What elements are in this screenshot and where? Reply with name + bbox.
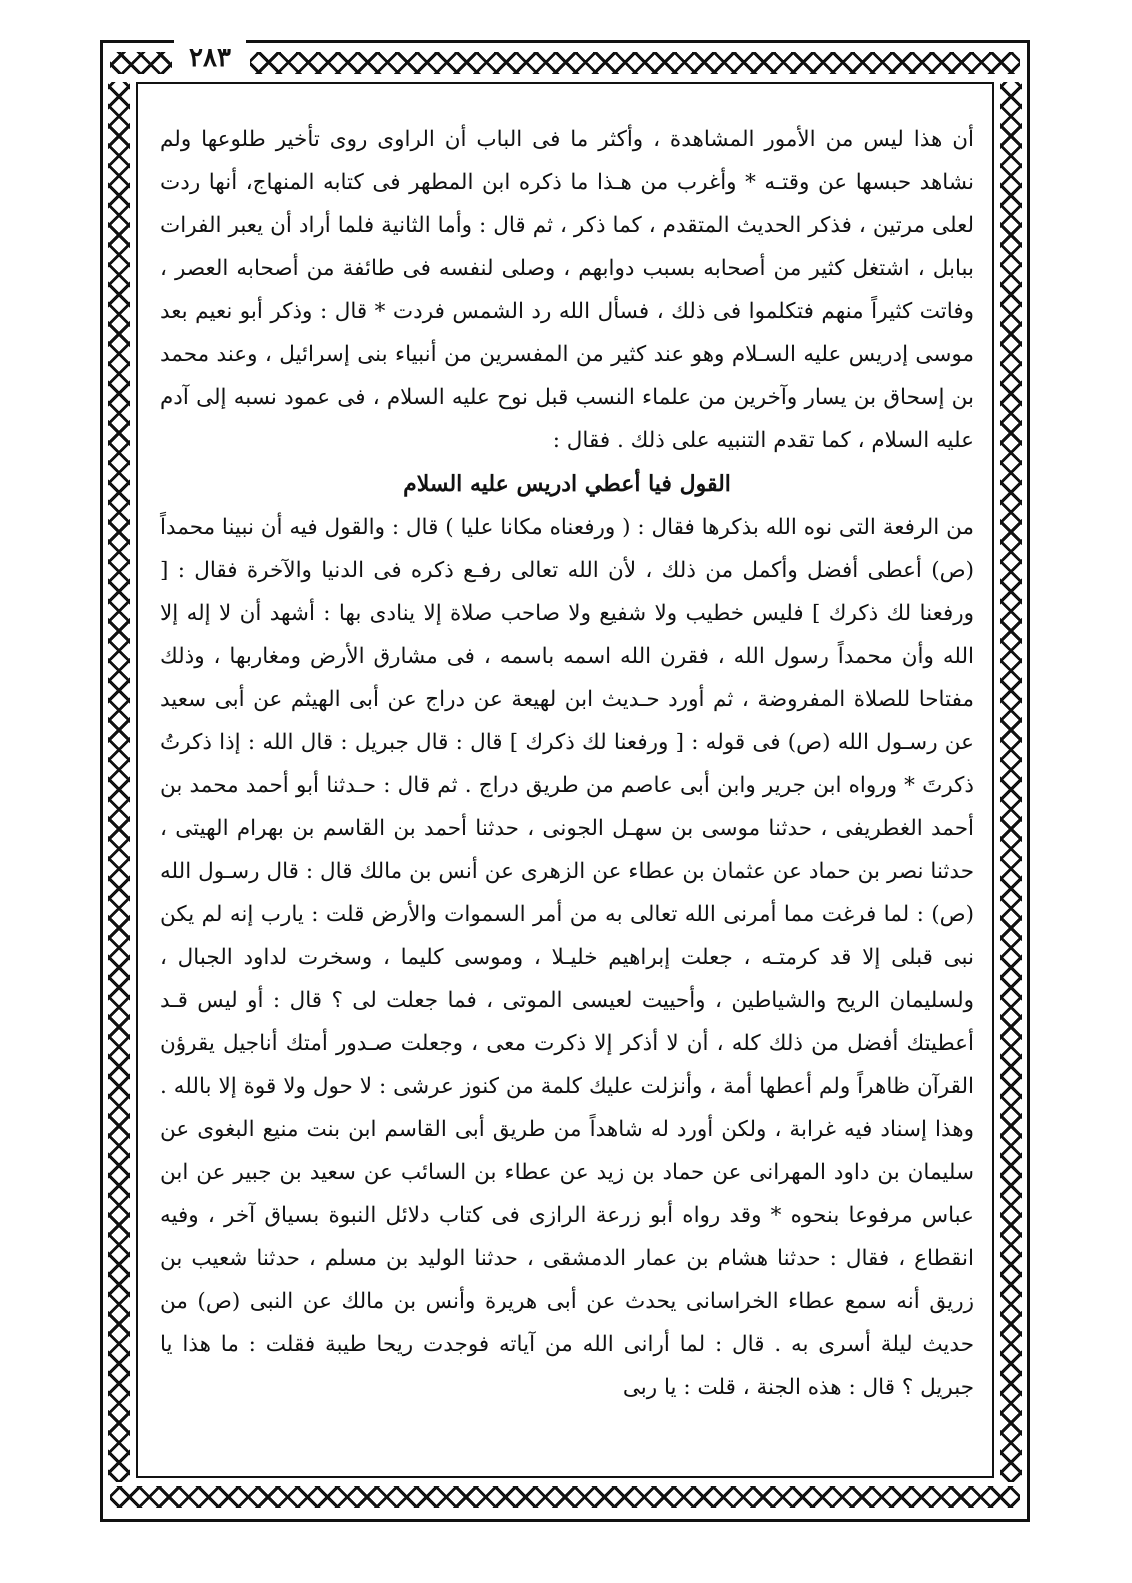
ornamental-border-left (108, 82, 130, 1482)
page-body (160, 118, 974, 1409)
paragraph-2: من الرفعة التى نوه الله بذكرها فقال : ( ورفعناه مكانا عليا ) قال : والقول فيه أن نبينا محمداً (ص) أعطى أفضل وأكمل من ذلك ، لأن الله تعالى رفـع ذكره فى الدنيا والآخرة فقال : [ ورفعنا لك ذكرك ] فليس خطيب ولا شفيع ولا صاحب صلاة إلا ينادى بها : أشهد أن لا إله إلا الله وأن محمداً رسول الله ، فقرن الله اسمه باسمه ، فى مشارق الأرض ومغاربها ، وذلك مفتاحا للصلاة المفروضة ، ثم أورد حـديث ابن لهيعة عن دراج عن أبى الهيثم عن أبى سعيد عن رسـول الله (ص) فى قوله : [ ورفعنا لك ذكرك ] قال : قال جبريل : قال الله : إذا ذكرتُ ذكرتَ * ورواه ابن جرير وابن أبى عاصم من طريق دراج . ثم قال : حـدثنا أبو أحمد محمد بن أحمد الغطريفى ، حدثنا موسى بن سهـل الجونى ، حدثنا أحمد بن القاسم بن بهرام الهيتى ، حدثنا نصر بن حماد عن عثمان بن عطاء عن الزهرى عن أنس بن مالك قال : قال رسـول الله (ص) : لما فرغت مما أمرنى الله تعالى به من أمر السموات والأرض قلت : يارب إنه لم يكن نبى قبلى إلا قد كرمتـه ، جعلت إبراهيم خليـلا ، وموسى كليما ، وسخرت لداود الجبال ، ولسليمان الريح والشياطين ، وأحييت لعيسى الموتى ، فما جعلت لى ؟ قال : أو ليس قـد أعطيتك أفضل من ذلك كله ، أن لا أذكر إلا ذكرت معى ، وجعلت صـدور أمتك أناجيل يقرؤن القرآن ظاهراً ولم أعطها أمة ، وأنزلت عليك كلمة من كنوز عرشى : لا حول ولا قوة إلا بالله . وهذا إسناد فيه غرابة ، ولكن أورد له شاهداً من طريق أبى القاسم ابن بنت منيع البغوى عن سليمان بن داود المهرانى عن حماد بن زيد عن عطاء بن السائب عن سعيد بن جبير عن ابن عباس مرفوعا بنحوه * وقد رواه أبو زرعة الرازى فى كتاب دلائل النبوة بسياق آخر ، وفيه انقطاع ، فقال : حدثنا هشام بن عمار الدمشقى ، حدثنا الوليد بن مسلم ، حدثنا شعيب بن زريق أنه سمع عطاء الخراسانى يحدث عن أبى هريرة وأنس بن مالك عن النبى (ص) من حديث ليلة أسرى به . قال : لما أرانى الله من آياته فوجدت ريحا طيبة فقلت : ما هذا يا جبريل ؟ قال : هذه الجنة ، قلت : يا ربى (160, 515, 974, 1400)
paragraph-1: أن هذا ليس من الأمور المشاهدة ، وأكثر ما فى الباب أن الراوى روى تأخير طلوعها ولم نشاهد حبسها عن وقتـه * وأغرب من هـذا ما ذكره ابن المطهر فى كتابه المنهاج، أنها ردت لعلى مرتين ، فذكر الحديث المتقدم ، كما ذكر ، ثم قال : وأما الثانية فلما أراد أن يعبر الفرات ببابل ، اشتغل كثير من أصحابه بسبب دوابهم ، وصلى لنفسه فى طائفة من أصحابه العصر ، وفاتت كثيراً منهم فتكلموا فى ذلك ، فسأل الله رد الشمس فردت * قال : وذكر أبو نعيم بعد موسى إدريس عليه السـلام وهو عند كثير من المفسرين من أنبياء بنى إسرائيل ، وعند محمد بن إسحاق بن يسار وآخرين من علماء النسب قبل نوح عليه السلام ، فى عمود نسبه إلى آدم عليه السلام ، كما تقدم التنبيه على ذلك . فقال : (160, 127, 974, 453)
section-heading: القول فيا أعطي ادريس عليه السلام (403, 471, 731, 497)
ornamental-border-right (1000, 82, 1022, 1482)
ornamental-border-bottom (110, 1486, 1020, 1508)
page-number: ٢٨٣ (174, 38, 246, 78)
ornamental-border-top-left (110, 52, 172, 74)
ornamental-border-top (250, 52, 1020, 74)
